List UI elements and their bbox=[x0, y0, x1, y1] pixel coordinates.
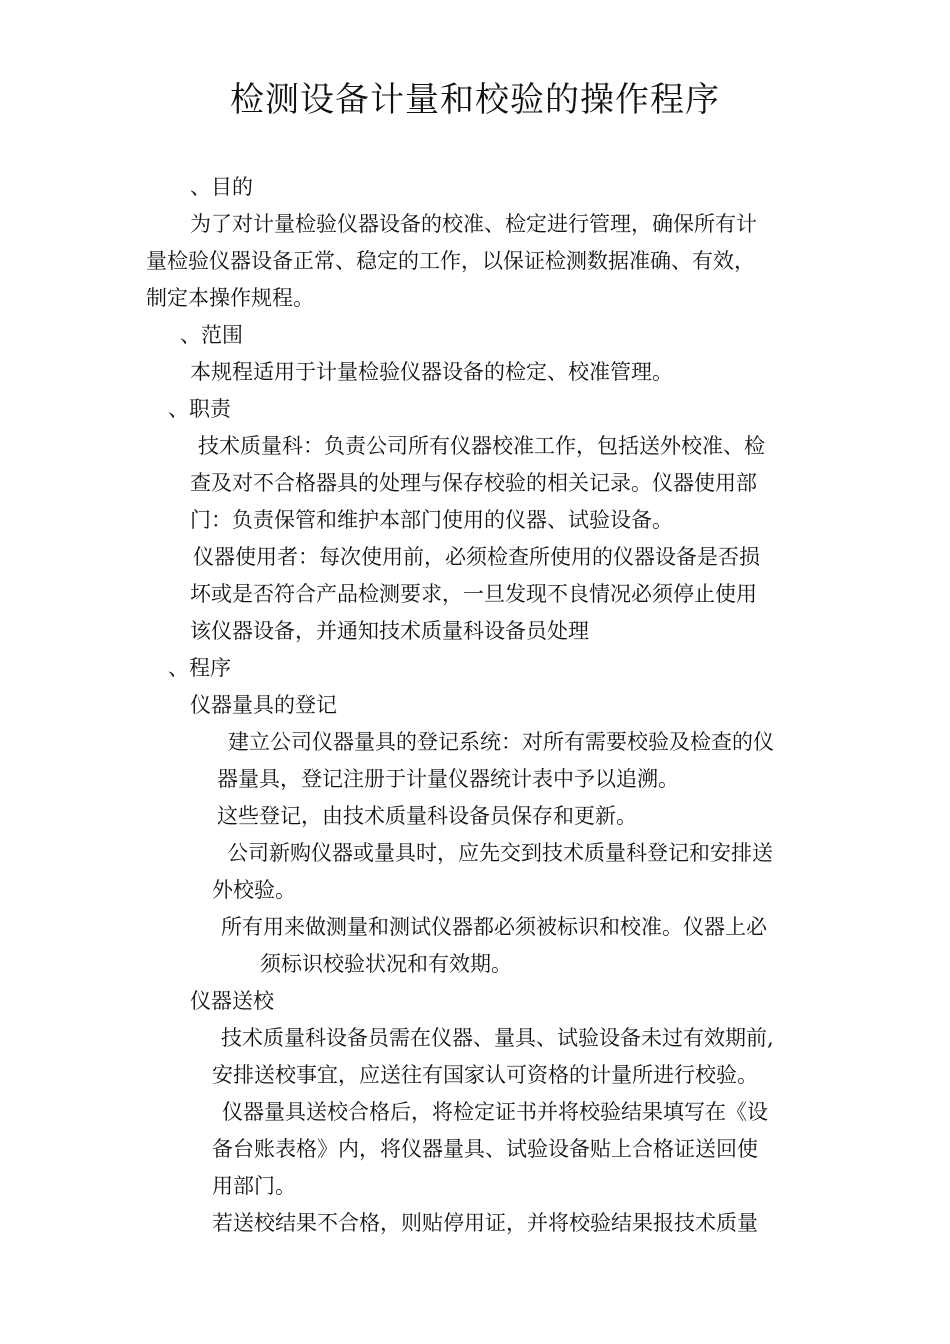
paragraph-line: 查及对不合格器具的处理与保存校验的相关记录。仪器使用部 bbox=[190, 471, 757, 495]
paragraph-line: 为了对计量检验仪器设备的校准、检定进行管理，确保所有计 bbox=[190, 212, 757, 236]
paragraph-line: 技术质量科：负责公司所有仪器校准工作，包括送外校准、检 bbox=[198, 434, 765, 458]
paragraph-line: 坏或是否符合产品检测要求，一旦发现不良情况必须停止使用 bbox=[190, 582, 757, 606]
paragraph-line: 门：负责保管和维护本部门使用的仪器、试验设备。 bbox=[190, 508, 673, 532]
paragraph-line: 器量具，登记注册于计量仪器统计表中予以追溯。 bbox=[217, 767, 679, 791]
paragraph-line: 公司新购仪器或量具时，应先交到技术质量科登记和安排送 bbox=[227, 841, 773, 865]
paragraph-line: 外校验。 bbox=[212, 878, 296, 902]
paragraph-line: 仪器使用者：每次使用前，必须检查所使用的仪器设备是否损 bbox=[193, 545, 760, 569]
paragraph-line: 须标识校验状况和有效期。 bbox=[260, 952, 512, 976]
paragraph-line: 备台账表格》内，将仪器量具、试验设备贴上合格证送回使 bbox=[212, 1137, 758, 1161]
section-heading-purpose: 、目的 bbox=[190, 175, 253, 199]
paragraph-line: 用部门。 bbox=[212, 1174, 296, 1198]
section-heading-responsibilities: 、职责 bbox=[168, 397, 231, 421]
paragraph-line: 技术质量科设备员需在仪器、量具、试验设备未过有效期前, bbox=[221, 1026, 774, 1050]
section-heading-procedure: 、程序 bbox=[168, 656, 231, 680]
paragraph-line: 仪器量具送校合格后，将检定证书并将校验结果填写在《设 bbox=[222, 1100, 768, 1124]
paragraph-line: 建立公司仪器量具的登记系统：对所有需要校验及检查的仪 bbox=[228, 730, 774, 754]
paragraph-line: 量检验仪器设备正常、稳定的工作，以保证检测数据准确、有效， bbox=[146, 249, 755, 273]
document-title: 检测设备计量和校验的操作程序 bbox=[230, 80, 720, 120]
paragraph-line: 制定本操作规程。 bbox=[146, 286, 314, 310]
section-heading-scope: 、范围 bbox=[180, 323, 243, 347]
paragraph-line: 所有用来做测量和测试仪器都必须被标识和校准。仪器上必 bbox=[221, 915, 767, 939]
paragraph-line: 安排送校事宜，应送往有国家认可资格的计量所进行校验。 bbox=[212, 1063, 758, 1087]
subsection-heading-registration: 仪器量具的登记 bbox=[190, 693, 337, 717]
paragraph-line: 若送校结果不合格，则贴停用证，并将校验结果报技术质量 bbox=[212, 1211, 758, 1235]
paragraph-line: 这些登记，由技术质量科设备员保存和更新。 bbox=[217, 804, 637, 828]
paragraph-line: 本规程适用于计量检验仪器设备的检定、校准管理。 bbox=[190, 360, 673, 384]
subsection-heading-calibration: 仪器送校 bbox=[190, 989, 274, 1013]
paragraph-line: 该仪器设备，并通知技术质量科设备员处理 bbox=[190, 619, 589, 643]
